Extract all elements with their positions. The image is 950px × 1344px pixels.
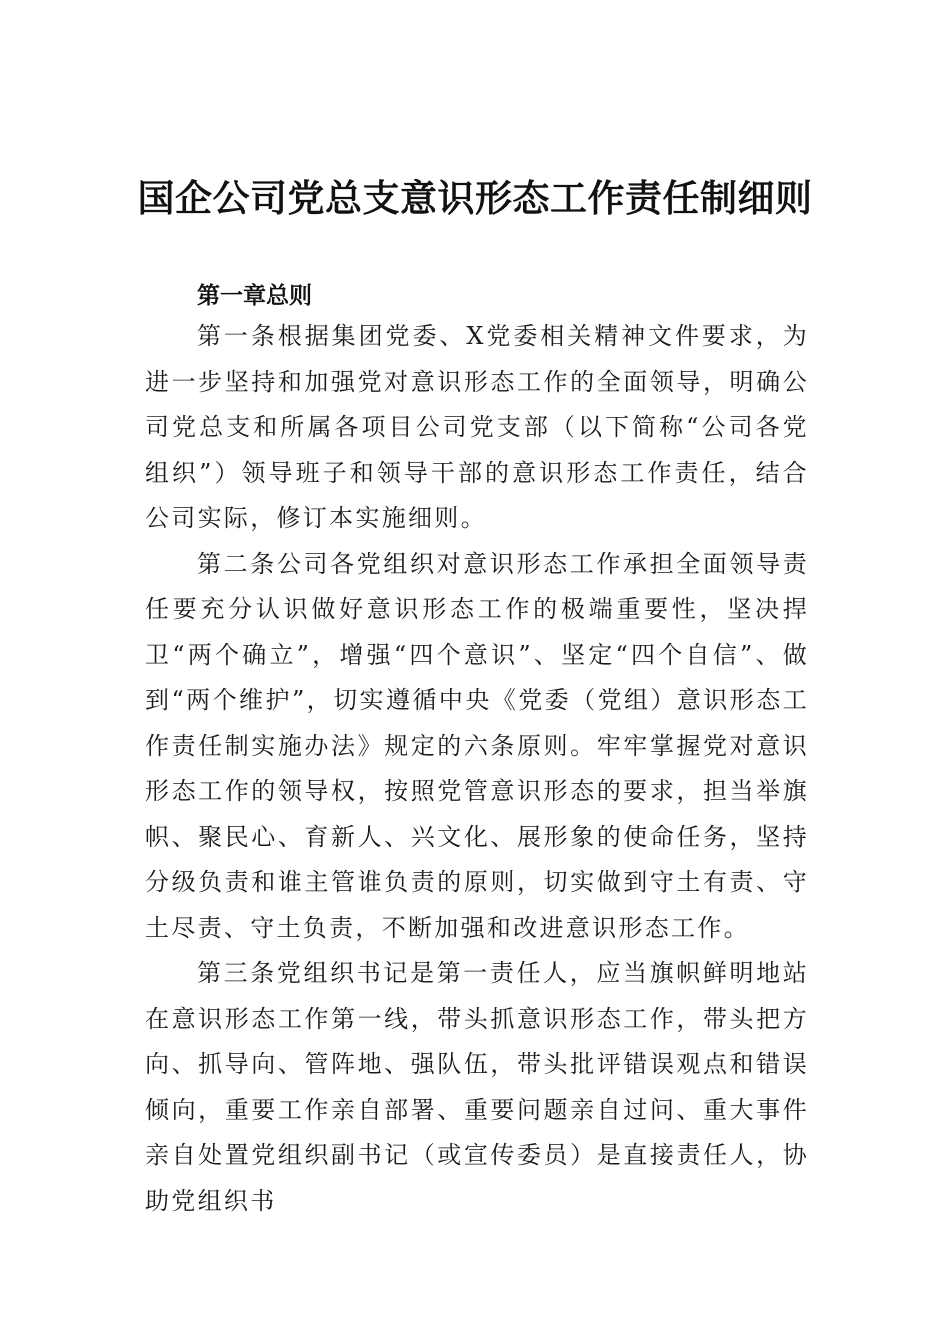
article-2-paragraph: 第二条公司各党组织对意识形态工作承担全面领导责任要充分认识做好意识形态工作的极端重要性，坚决捍卫“两个确立”，增强“四个意识”、坚定“四个自信”、做到“两个维护”，切实遵循中央《党委（党组）意识形态工作责任制实施办法》规定的六条原则。牢牢掌握党对意识形态工作的领导权，按照党管意识形态的要求，担当举旗帜、聚民心、育新人、兴文化、展形象的使命任务，坚持分级负责和谁主管谁负责的原则，切实做到守土有责、守土尽责、守土负责，不断加强和改进意识形态工作。 <box>145 549 809 942</box>
article-3-paragraph: 第三条党组织书记是第一责任人，应当旗帜鲜明地站在意识形态工作第一线，带头抓意识形态工作，带头把方向、抓导向、管阵地、强队伍，带头批评错误观点和错误倾向，重要工作亲自部署、重要问题亲自过问、重大事件亲自处置党组织副书记（或宣传委员）是直接责任人，协助党组织书 <box>145 959 809 1215</box>
document-title: 国企公司党总支意识形态工作责任制细则 <box>137 176 813 220</box>
article-1-paragraph: 第一条根据集团党委、X党委相关精神文件要求，为进一步坚持和加强党对意识形态工作的全面领导，明确公司党总支和所属各项目公司党支部（以下简称“公司各党组织”）领导班子和领导干部的意识形态工作责任，结合公司实际，修订本实施细则。 <box>145 322 809 532</box>
document-body <box>145 314 809 1224</box>
chapter-heading: 第一章总则 <box>197 283 312 309</box>
